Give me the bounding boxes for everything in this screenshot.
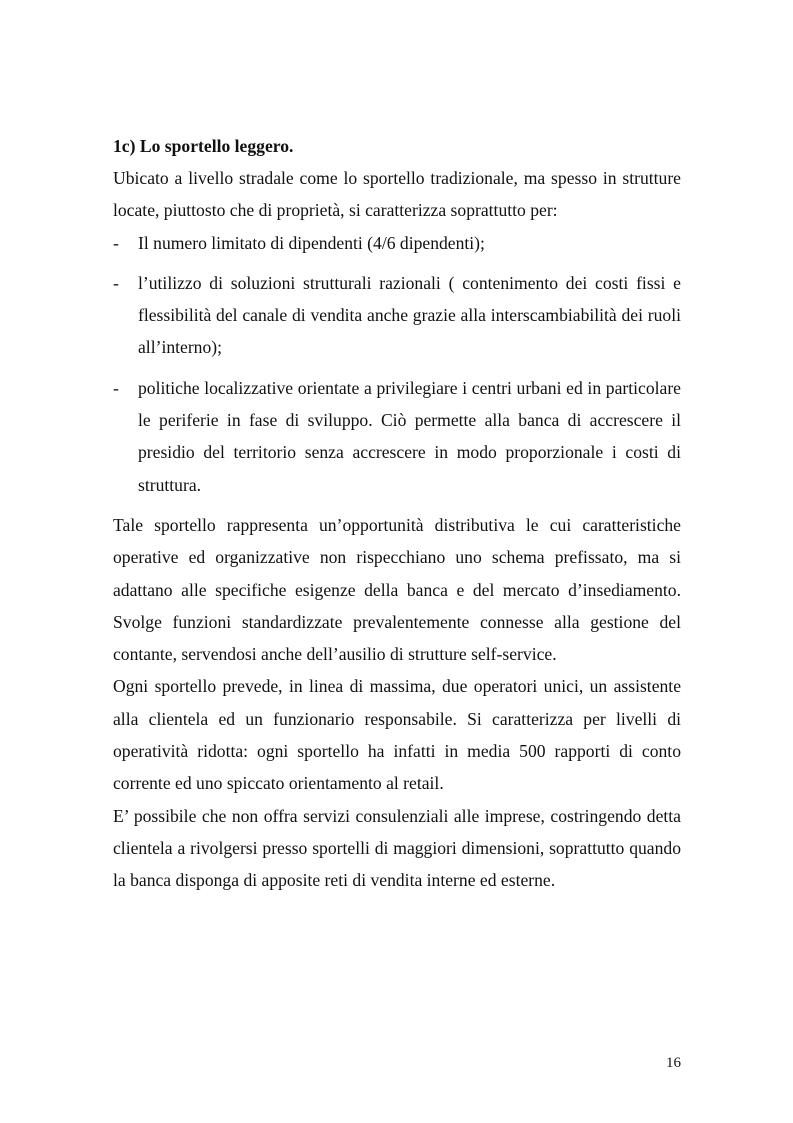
body-paragraph: E’ possibile che non offra servizi consulenziali alle imprese, costringendo detta clientela a rivolgersi presso sportelli di maggiori dimensioni, soprattutto quando la banca disponga di apposite reti di vendita interne ed esterne. [113,805,681,891]
list-item [113,227,681,259]
body-paragraph: Tale sportello rappresenta un’opportunità distributiva le cui caratteristiche operative ed organizzative non rispecchiano uno schema prefissato, ma si adattano alle specifiche esigenze della banca e del mercato d’insediamento. Svolge funzioni standardizzate prevalentemente connesse alla gestione del contante, servendosi anche dell’ausilio di strutture self-service. [113,514,681,665]
list-item-text: l’utilizzo di soluzioni strutturali razionali ( contenimento dei costi fissi e flessibilità del canale di vendita anche grazie alla interscambiabilità dei ruoli all’interno); [138,272,681,358]
intro-paragraph: Ubicato a livello stradale come lo sportello tradizionale, ma spesso in strutture locate, piuttosto che di proprietà, si caratterizza soprattutto per: [113,168,681,221]
list-bullet: - [113,377,119,398]
section-title: 1c) Lo sportello leggero. [113,136,294,156]
list-bullet: - [113,232,119,253]
list-item-text: politiche localizzative orientate a privilegiare i centri urbani ed in particolare le periferie in fase di sviluppo. Ciò permette alla banca di accrescere il presidio del territorio senza accrescere in modo proporzionale i costi di struttura. [138,377,681,495]
list-item-text: Il numero limitato di dipendenti (4/6 dipendenti); [138,232,485,253]
page-content [113,130,681,897]
list-bullet: - [113,272,119,293]
body-paragraph: Ogni sportello prevede, in linea di massima, due operatori unici, un assistente alla clientela ed un funzionario responsabile. Si caratterizza per livelli di operatività ridotta: ogni sportello ha infatti in media 500 rapporti di conto corrente ed uno spiccato orientamento al retail. [113,676,681,794]
page-number: 16 [666,1055,681,1071]
list-item [113,267,681,364]
list-item [113,372,681,501]
feature-list [113,227,681,501]
